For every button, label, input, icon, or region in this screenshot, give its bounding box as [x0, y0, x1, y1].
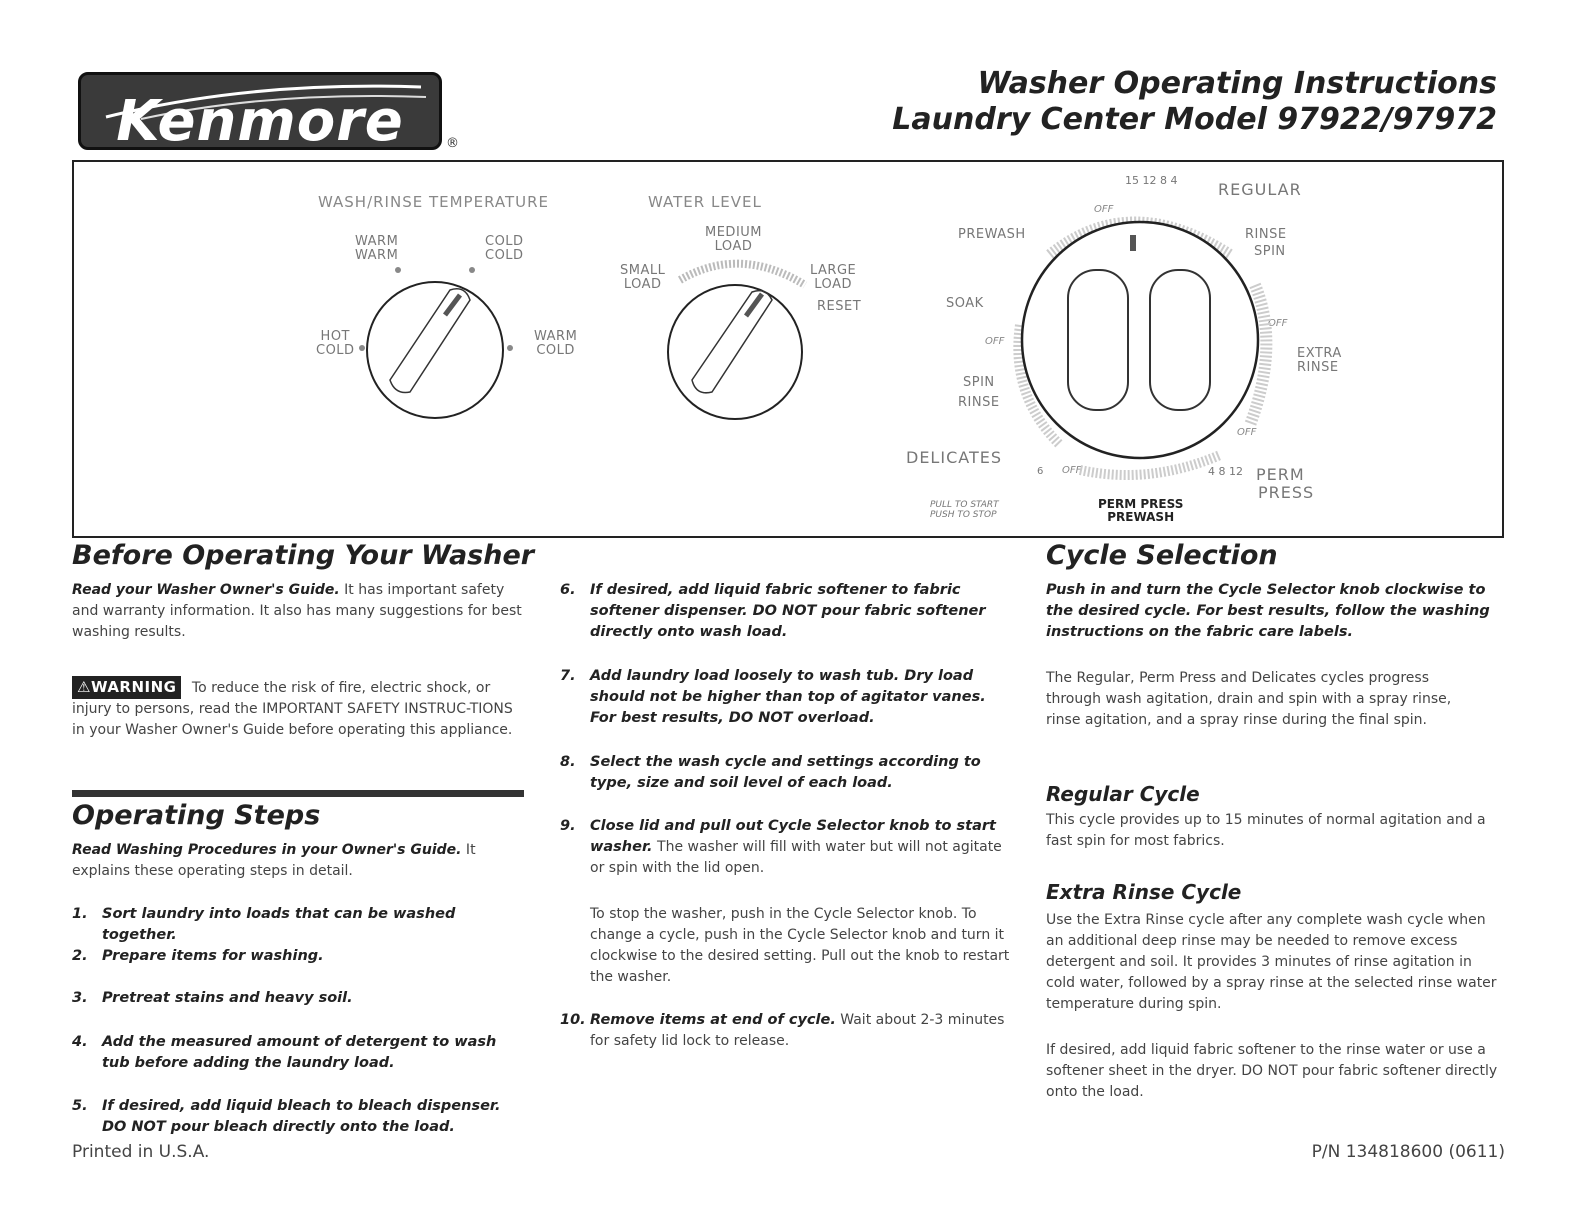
warning-text: To reduce the risk of fire, electric shock, or injury to persons, read the IMPORTANT SAFETY INSTRUC-TIONS in your Washer Owner's Guide before operating this appliance. [72, 680, 513, 738]
water-level-knob[interactable] [640, 240, 840, 430]
soak-label: SOAK [946, 296, 984, 311]
regular-label: REGULAR [1218, 180, 1302, 199]
step-10: 10. Remove items at end of cycle. Wait about 2-3 minutes for safety lid lock to release. [560, 1012, 1005, 1049]
off-label-left: OFF [985, 336, 1005, 347]
step-1: 1. Sort laundry into loads that can be washed together. [72, 906, 456, 943]
warning-badge: ⚠WARNING [72, 676, 181, 699]
off-label-right2: OFF [1237, 427, 1257, 438]
step-4: 4. Add the measured amount of detergent to wash tub before adding the laundry load. [72, 1034, 497, 1071]
perm-numbers: 4 8 12 [1208, 465, 1243, 478]
step-5: 5. If desired, add liquid bleach to bleach dispenser. DO NOT pour bleach directly onto the load. [72, 1098, 501, 1135]
kenmore-logo [78, 72, 442, 150]
before-lead: Read your Washer Owner's Guide. [72, 582, 340, 598]
regular-cycle-text: This cycle provides up to 15 minutes of normal agitation and a fast spin for most fabrics. [1046, 812, 1486, 849]
registered-mark: ® [446, 136, 459, 151]
off-label-bottom: OFF [1062, 465, 1082, 476]
temp-warm-cold-label: WARM COLD [534, 329, 578, 358]
spin-top-label: SPIN [1254, 244, 1286, 259]
pull-push-instruction: PULL TO START PUSH TO STOP [930, 500, 999, 520]
section-divider [72, 790, 524, 797]
water-medium-label: MEDIUM LOAD [705, 225, 763, 254]
water-level-title: WATER LEVEL [648, 193, 762, 211]
water-large-label: LARGE LOAD [810, 263, 857, 292]
step-2: 2. Prepare items for washing. [72, 948, 324, 964]
prewash-label: PREWASH [958, 227, 1026, 242]
step-9: 9. Close lid and pull out Cycle Selector knob to start washer. The washer will fill with water but will not agitate or spin with the lid open. [560, 818, 1002, 876]
printed-in: Printed in U.S.A. [72, 1142, 210, 1162]
operating-intro-lead: Read Washing Procedures in your Owner's Guide. [72, 842, 462, 858]
cycle-selection-heading: Cycle Selection [1046, 540, 1278, 571]
temperature-knob[interactable] [340, 260, 530, 420]
cycle-selection-intro: Push in and turn the Cycle Selector knob clockwise to the desired cycle. For best results, follow the washing instructions on the fabric care labels. [1046, 582, 1490, 640]
temp-cold-cold-label: COLD COLD [485, 234, 524, 263]
off-label-top: OFF [1094, 204, 1114, 215]
cycle-selection-paragraph: The Regular, Perm Press and Delicates cycles progress through wash agitation, drain and spin with a spray rinse, rinse agitation, and a spray rinse during the final spin. [1046, 670, 1452, 728]
softener-text: If desired, add liquid fabric softener to the rinse water or use a softener sheet in the dryer. DO NOT pour fabric softener directly onto the load. [1046, 1042, 1498, 1100]
part-number: P/N 134818600 (0611) [1311, 1142, 1505, 1162]
rinse-left-label: RINSE [958, 395, 1000, 410]
brand-name: Kenmore [116, 89, 404, 150]
delicates-label: DELICATES [906, 448, 1002, 467]
temp-warm-warm-label: WARM WARM [355, 234, 399, 263]
before-rest: It has important safety and warranty information. It also has many suggestions for best washing results. [72, 582, 522, 640]
before-heading: Before Operating Your Washer [72, 540, 535, 571]
stop-washer-text: To stop the washer, push in the Cycle Selector knob. To change a cycle, push in the Cycle Selector knob and turn it clockwise to the desired setting. Pull out the knob to restart the washer. [590, 906, 1010, 985]
water-small-label: SMALL LOAD [620, 263, 666, 292]
water-reset-label: RESET [817, 299, 862, 314]
rinse-top-label: RINSE [1245, 227, 1287, 242]
step-3: 3. Pretreat stains and heavy soil. [72, 990, 353, 1006]
operating-intro [72, 840, 524, 882]
extra-rinse-label: EXTRA RINSE [1297, 346, 1342, 375]
step-8: 8. Select the wash cycle and settings according to type, size and soil level of each load. [560, 754, 981, 791]
cycle-selector-knob[interactable] [990, 195, 1290, 485]
temp-hot-cold-label: HOT COLD [316, 329, 355, 358]
step-7: 7. Add laundry load loosely to wash tub. Dry load should not be higher than top of agitator vanes. For best results, DO NOT overload. [560, 668, 986, 726]
perm-press-label: PERM PRESS [1256, 465, 1315, 502]
off-label-right1: OFF [1268, 318, 1288, 329]
regular-cycle-heading: Regular Cycle [1046, 782, 1200, 806]
step-6: 6. If desired, add liquid fabric softener to fabric softener dispenser. DO NOT pour fabric softener directly onto wash load. [560, 582, 986, 640]
perm-prewash-label: PERM PRESS PREWASH [1098, 497, 1184, 524]
extra-rinse-text: Use the Extra Rinse cycle after any complete wash cycle when an additional deep rinse may be needed to remove excess detergent and soil. It provides 3 minutes of rinse agitation in cold water, followed by a spray rinse at the selected rinse water temperature during spin. [1046, 912, 1497, 1012]
before-paragraph [72, 580, 524, 643]
title-line-1: Washer Operating Instructions [977, 66, 1497, 101]
operating-intro-rest: It explains these operating steps in detail. [72, 842, 476, 879]
temperature-title: WASH/RINSE TEMPERATURE [318, 193, 550, 211]
extra-rinse-heading: Extra Rinse Cycle [1046, 880, 1242, 904]
title-line-2: Laundry Center Model 97922/97972 [892, 102, 1497, 137]
operating-heading: Operating Steps [72, 800, 321, 831]
document-title [892, 66, 1497, 138]
delicates-number-6: 6 [1037, 466, 1044, 477]
cycle-numbers-top: 15 12 8 4 [1125, 174, 1178, 187]
warning-paragraph [72, 676, 524, 741]
spin-left-label: SPIN [963, 375, 995, 390]
